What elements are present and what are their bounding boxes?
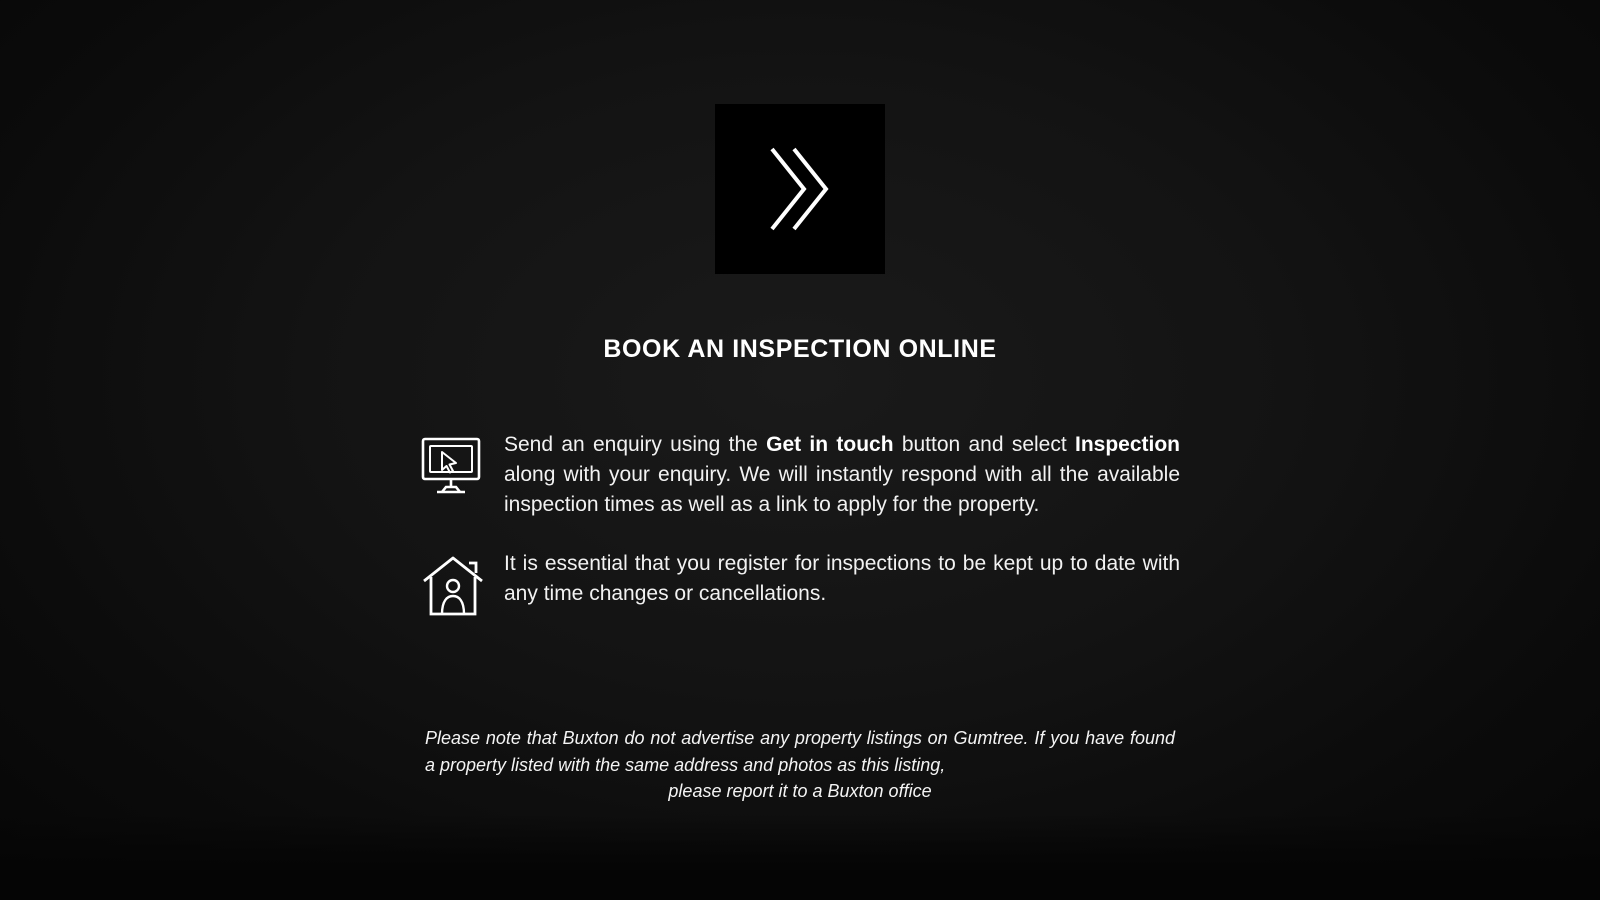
text-segment: Send an enquiry using the xyxy=(504,433,767,456)
list-item-text xyxy=(504,430,1180,519)
text-emphasis-inspection: Inspection xyxy=(1074,433,1180,456)
info-list xyxy=(420,430,1180,647)
double-chevron-right-icon xyxy=(764,143,836,235)
bottom-vignette xyxy=(0,814,1600,900)
footnote-main: Please note that Buxton do not advertise any property listings on Gumtree. If you have found a property listed with the same address and photos as this listing, xyxy=(425,728,1175,775)
footnote xyxy=(425,725,1175,805)
house-person-icon xyxy=(420,549,504,617)
page-title: BOOK AN INSPECTION ONLINE xyxy=(603,335,997,363)
text-segment: along with your enquiry. We will instantly respond with all the available inspection times as well as a link to apply for the property. xyxy=(504,462,1180,516)
list-item xyxy=(420,549,1180,617)
monitor-cursor-icon xyxy=(420,430,504,496)
text-emphasis-get-in-touch: Get in touch xyxy=(766,433,894,456)
list-item xyxy=(420,430,1180,519)
text-segment: button and select xyxy=(893,433,1075,456)
list-item-text: It is essential that you register for inspections to be kept up to date with any time changes or cancellations. xyxy=(504,552,1180,606)
footnote-last-line: please report it to a Buxton office xyxy=(668,781,932,802)
brand-logo-tile xyxy=(715,104,885,274)
